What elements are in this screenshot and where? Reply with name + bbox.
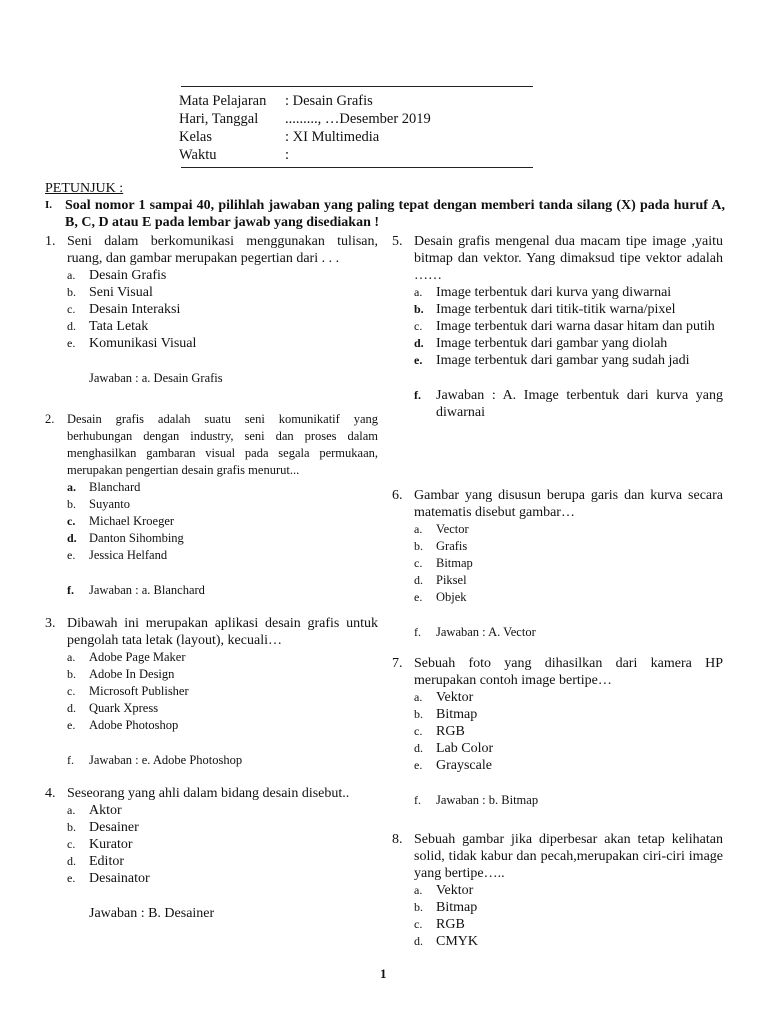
- header-label: Hari, Tanggal: [179, 111, 259, 127]
- option-text: Adobe Page Maker: [89, 650, 186, 664]
- option-letter: c.: [67, 684, 76, 698]
- option-letter: b.: [67, 667, 76, 681]
- option[interactable]: [414, 284, 723, 301]
- option-letter: c.: [67, 837, 76, 851]
- answer-text: Jawaban : a. Desain Grafis: [89, 371, 223, 385]
- option-letter: d.: [414, 336, 424, 350]
- option-list: [392, 689, 723, 774]
- option-letter: a.: [67, 650, 76, 664]
- option-letter: b.: [414, 539, 423, 553]
- header-row-time: [179, 146, 289, 164]
- option[interactable]: [67, 836, 378, 853]
- option[interactable]: [67, 819, 378, 836]
- option[interactable]: [414, 689, 723, 706]
- answer-line: [392, 387, 723, 421]
- option-text: Tata Letak: [89, 319, 149, 334]
- question-5: [392, 233, 723, 421]
- option-letter: d.: [67, 701, 76, 715]
- answer-line: [392, 624, 723, 641]
- option-text: Desainer: [89, 820, 139, 835]
- option-letter: e.: [67, 548, 76, 562]
- option[interactable]: [67, 335, 378, 352]
- option[interactable]: [67, 870, 378, 887]
- option[interactable]: [414, 882, 723, 899]
- option[interactable]: [414, 301, 723, 318]
- option-text: Blanchard: [89, 480, 141, 494]
- option[interactable]: [414, 572, 723, 589]
- header-label: Kelas: [179, 129, 213, 145]
- answer-text: Jawaban : A. Vector: [436, 625, 536, 639]
- option[interactable]: [67, 318, 378, 335]
- option[interactable]: [414, 916, 723, 933]
- option-letter: e.: [67, 336, 76, 350]
- option-list: [392, 521, 723, 606]
- question-number: 6.: [392, 488, 403, 503]
- option-text: Desainator: [89, 871, 150, 886]
- option-text: RGB: [436, 724, 465, 739]
- option[interactable]: [414, 521, 723, 538]
- option-text: Adobe Photoshop: [89, 718, 179, 732]
- answer-line: [45, 752, 378, 769]
- question-text: Gambar yang disusun berupa garis dan kurva secara matematis disebut gambar…: [414, 488, 723, 520]
- option[interactable]: [67, 530, 378, 547]
- option[interactable]: [414, 757, 723, 774]
- answer-letter: f.: [414, 625, 421, 639]
- option-letter: c.: [67, 514, 76, 528]
- option-list: [392, 882, 723, 950]
- question-text: Desain grafis mengenal dua macam tipe image ,yaitu bitmap dan vektor. Yang dimaksud tipe vektor adalah ……: [414, 234, 723, 283]
- option-list: [45, 649, 378, 734]
- option[interactable]: [414, 740, 723, 757]
- option-letter: b.: [67, 285, 76, 299]
- option[interactable]: [67, 513, 378, 530]
- option[interactable]: [67, 284, 378, 301]
- option-letter: d.: [67, 854, 76, 868]
- option-text: Image terbentuk dari warna dasar hitam dan putih: [436, 319, 715, 334]
- header-row-class: [179, 128, 379, 146]
- answer-text: Jawaban : a. Blanchard: [89, 583, 205, 597]
- option[interactable]: [67, 301, 378, 318]
- option[interactable]: [67, 683, 378, 700]
- option-text: Microsoft Publisher: [89, 684, 189, 698]
- option-list: [45, 479, 378, 564]
- option-letter: e.: [414, 590, 423, 604]
- question-1: [45, 233, 378, 387]
- instructions-title: PETUNJUK :: [45, 181, 124, 196]
- answer-line: [45, 582, 378, 599]
- header-value: : Desain Grafis: [285, 93, 373, 109]
- question-4: [45, 785, 378, 922]
- answer-line: [392, 792, 723, 809]
- option[interactable]: [67, 479, 378, 496]
- option-text: Image terbentuk dari gambar yang sudah jadi: [436, 353, 690, 368]
- option-letter: b.: [414, 900, 423, 914]
- question-text: Dibawah ini merupakan aplikasi desain grafis untuk pengolah tata letak (layout), kecuali…: [67, 616, 378, 648]
- question-text: Desain grafis adalah suatu seni komunikatif yang berhubungan dengan industry, seni dan proses dalam menghasilkan gambaran visual pada segala permukaan, merupakan pengertian desain grafis menurut...: [67, 412, 378, 477]
- option-text: Suyanto: [89, 497, 130, 511]
- option[interactable]: [67, 666, 378, 683]
- header-row-subject: [179, 92, 373, 110]
- option[interactable]: [414, 352, 723, 369]
- question-2: [45, 411, 378, 599]
- option-letter: e.: [414, 758, 423, 772]
- option-text: RGB: [436, 917, 465, 932]
- header-row-date: [179, 110, 431, 128]
- question-number: 8.: [392, 832, 403, 847]
- option-letter: e.: [414, 353, 423, 367]
- option[interactable]: [67, 649, 378, 666]
- header-bottom-rule: [181, 167, 533, 168]
- option[interactable]: [414, 538, 723, 555]
- option-text: Bitmap: [436, 900, 478, 915]
- option-text: Michael Kroeger: [89, 514, 175, 528]
- option-letter: a.: [414, 883, 423, 897]
- option-letter: a.: [67, 480, 76, 494]
- option-letter: c.: [67, 302, 76, 316]
- option-text: Seni Visual: [89, 285, 153, 300]
- option-letter: d.: [67, 531, 77, 545]
- option-text: Grafis: [436, 539, 468, 553]
- option-text: Vektor: [436, 883, 474, 898]
- answer-letter: f.: [67, 753, 74, 767]
- answer-letter: f.: [67, 583, 74, 597]
- header-value: :: [285, 147, 290, 163]
- option-letter: c.: [414, 556, 423, 570]
- page-number: 1: [380, 966, 387, 981]
- header-top-rule: [181, 86, 533, 87]
- option[interactable]: [414, 706, 723, 723]
- option-list: [392, 284, 723, 369]
- question-text: Sebuah foto yang dihasilkan dari kamera HP merupakan contoh image bertipe…: [414, 656, 723, 688]
- option-text: Aktor: [89, 803, 122, 818]
- option[interactable]: [67, 802, 378, 819]
- option-letter: a.: [67, 268, 76, 282]
- option-text: Piksel: [436, 573, 467, 587]
- option-letter: c.: [414, 319, 423, 333]
- option[interactable]: [414, 899, 723, 916]
- option-letter: a.: [414, 690, 423, 704]
- question-number: 1.: [45, 234, 56, 249]
- answer-text: Jawaban : A. Image terbentuk dari kurva yang diwarnai: [436, 388, 723, 420]
- option-text: Image terbentuk dari titik-titik warna/pixel: [436, 302, 676, 317]
- option-letter: a.: [414, 285, 423, 299]
- option-text: CMYK: [436, 934, 479, 949]
- option-text: Komunikasi Visual: [89, 336, 197, 351]
- instructions: [45, 197, 725, 231]
- option-text: Lab Color: [436, 741, 494, 756]
- option-letter: d.: [67, 319, 76, 333]
- question-6: [392, 487, 723, 641]
- question-text: Seseorang yang ahli dalam bidang desain disebut..: [67, 786, 350, 801]
- question-text: Seni dalam berkomunikasi menggunakan tulisan, ruang, dan gambar merupakan pegertian dari . . .: [67, 234, 378, 266]
- option-text: Vektor: [436, 690, 474, 705]
- option-text: Adobe In Design: [89, 667, 175, 681]
- option[interactable]: [414, 589, 723, 606]
- option[interactable]: [414, 318, 723, 335]
- option-text: Desain Grafis: [89, 268, 167, 283]
- header-label: Mata Pelajaran: [179, 93, 267, 109]
- answer-line: [45, 370, 378, 387]
- option[interactable]: [414, 723, 723, 740]
- option-list: [45, 802, 378, 887]
- option-letter: c.: [414, 724, 423, 738]
- option[interactable]: [67, 717, 378, 734]
- option-text: Danton Sihombing: [89, 531, 184, 545]
- option-text: Image terbentuk dari kurva yang diwarnai: [436, 285, 672, 300]
- question-7: [392, 655, 723, 809]
- question-3: [45, 615, 378, 769]
- option-letter: a.: [67, 803, 76, 817]
- question-number: 2.: [45, 412, 55, 426]
- option-letter: d.: [414, 741, 423, 755]
- option-letter: e.: [67, 871, 76, 885]
- answer-text: Jawaban : B. Desainer: [89, 906, 215, 921]
- header-label: Waktu: [179, 147, 217, 163]
- option-text: Desain Interaksi: [89, 302, 181, 317]
- option[interactable]: [67, 267, 378, 284]
- option-letter: b.: [67, 497, 76, 511]
- option[interactable]: [67, 496, 378, 513]
- option-letter: b.: [67, 820, 76, 834]
- option-letter: d.: [414, 573, 423, 587]
- option-letter: b.: [414, 707, 423, 721]
- option[interactable]: [414, 335, 723, 352]
- answer-text: Jawaban : b. Bitmap: [436, 793, 539, 807]
- answer-text: Jawaban : e. Adobe Photoshop: [89, 753, 243, 767]
- question-number: 5.: [392, 234, 403, 249]
- option-text: Image terbentuk dari gambar yang diolah: [436, 336, 668, 351]
- option[interactable]: [414, 933, 723, 950]
- answer-line: [45, 905, 378, 922]
- header-value: ........., …Desember 2019: [285, 111, 431, 127]
- option-letter: a.: [414, 522, 423, 536]
- instructions-number: I.: [45, 199, 53, 211]
- option[interactable]: [67, 700, 378, 717]
- instructions-text: Soal nomor 1 sampai 40, pilihlah jawaban yang paling tepat dengan memberi tanda silang (X) pada huruf A, B, C, D atau E pada lembar jawab yang disediakan !: [65, 198, 725, 230]
- option[interactable]: [67, 547, 378, 564]
- option-text: Objek: [436, 590, 467, 604]
- option-text: Vector: [436, 522, 469, 536]
- option-list: [45, 267, 378, 352]
- option-text: Editor: [89, 854, 124, 869]
- option-letter: b.: [414, 302, 424, 316]
- answer-letter: f.: [414, 793, 421, 807]
- option-text: Quark Xpress: [89, 701, 159, 715]
- option-letter: e.: [67, 718, 76, 732]
- question-8: [392, 831, 723, 950]
- header-value: : XI Multimedia: [285, 129, 380, 145]
- option-text: Kurator: [89, 837, 133, 852]
- question-number: 3.: [45, 616, 56, 631]
- question-number: 4.: [45, 786, 56, 801]
- option[interactable]: [67, 853, 378, 870]
- question-number: 7.: [392, 656, 403, 671]
- option-text: Grayscale: [436, 758, 492, 773]
- question-text: Sebuah gambar jika diperbesar akan tetap kelihatan solid, tidak kabur dan pecah,merupakan ciri-ciri image yang bertipe…..: [414, 832, 723, 881]
- option[interactable]: [414, 555, 723, 572]
- option-text: Bitmap: [436, 556, 473, 570]
- answer-letter: f.: [414, 388, 421, 402]
- option-text: Bitmap: [436, 707, 478, 722]
- option-letter: d.: [414, 934, 423, 948]
- option-letter: c.: [414, 917, 423, 931]
- option-text: Jessica Helfand: [89, 548, 168, 562]
